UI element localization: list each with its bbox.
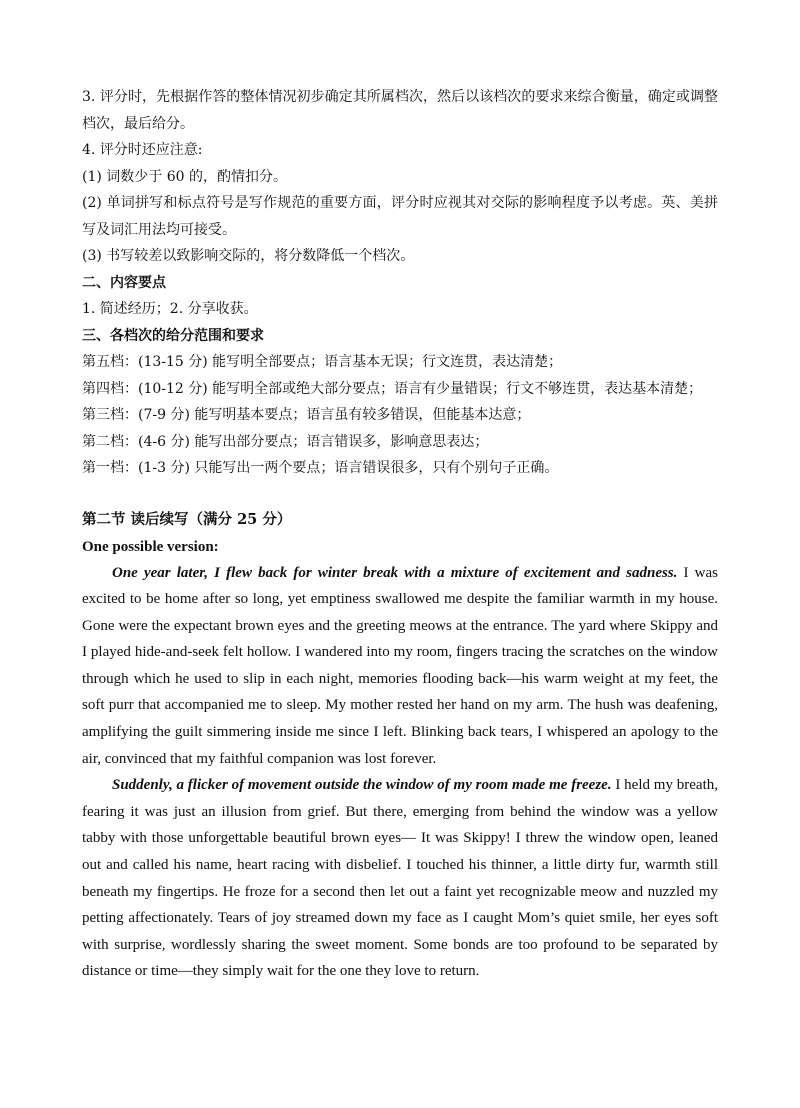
scoring-subnote-2: (2) 单词拼写和标点符号是写作规范的重要方面，评分时应视其对交际的影响程度予以考虑。英、美拼写及词汇用法均可接受。	[82, 195, 718, 238]
continuation-paragraph-2	[82, 772, 718, 985]
document-page	[82, 84, 718, 985]
scoring-subnote-1: (1) 词数少于 60 的，酌情扣分。	[82, 168, 287, 185]
grade-level-5: 第五档：(13-15 分) 能写明全部要点；语言基本无误；行文连贯，表达清楚；	[82, 354, 563, 370]
grade-level-4: 第四档：(10-12 分) 能写明全部或绝大部分要点；语言有少量错误；行文不够连贯，表达基本清楚；	[82, 380, 703, 397]
continuation-paragraph-1	[82, 560, 718, 773]
paragraph-1-lead-sentence: One year later, I flew back for winter break with a mixture of excitement and sadness.	[112, 564, 678, 581]
possible-version-heading: One possible version:	[82, 538, 219, 555]
paragraph-2-lead-sentence: Suddenly, a flicker of movement outside the window of my room made me freeze.	[112, 777, 612, 794]
grade-level-1: 第一档：(1-3 分) 只能写出一两个要点；语言错误很多，只有个别句子正确。	[82, 460, 559, 476]
scoring-subnote-3: (3) 书写较差以致影响交际的，将分数降低一个档次。	[82, 248, 415, 264]
section2-heading: 第二节 读后续写（满分 25 分）	[82, 510, 292, 528]
grade-levels-heading: 三、各档次的给分范围和要求	[82, 327, 264, 344]
scoring-note-4: 4. 评分时还应注意:	[82, 142, 203, 158]
scoring-note-3: 3. 评分时，先根据作答的整体情况初步确定其所属档次，然后以该档次的要求来综合衡量，确定或调整档次，最后给分。	[82, 89, 718, 132]
content-points-heading: 二、内容要点	[82, 274, 166, 291]
paragraph-2-body: I held my breath, fearing it was just an illusion from grief. But there, emerging from behind the window was a yellow tabby with those unforgettable beautiful brown eyes— It was Skippy! I threw the window open, leaned out and called his name, heart racing with disbelief. I touched his thinner, a little dirty fur, warmth still beneath my fingertips. He froze for a second then let out a faint yet recognizable meow and nuzzled my petting affectionately. Tears of joy streamed down my face as I caught Mom’s quiet smile, her eyes soft with surprise, wordlessly sharing the sweet moment. Some bonds are too profound to be separated by distance or time—they simply wait for the one they love to return.	[82, 777, 718, 980]
paragraph-1-body: I was excited to be home after so long, yet emptiness swallowed me despite the familiar warmth in my house. Gone were the expectant brown eyes and the greeting meows at the entrance. The yard where Skippy and I played hide-and-seek felt hollow. I wandered into my room, fingers tracing the scratches on the window through which he used to slip in each night, memories flooding back—his warm weight at my feet, the soft purr that accompanied me to sleep. My mother rested her hand on my arm. The hush was deafening, amplifying the guilt simmering inside me since I left. Blinking back tears, I whispered an apology to the air, convinced that my faithful companion was lost forever.	[82, 564, 719, 767]
section-gap	[82, 482, 718, 506]
grade-level-3: 第三档：(7-9 分) 能写明基本要点；语言虽有较多错误，但能基本达意；	[82, 407, 531, 423]
content-points-text: 1. 简述经历；2. 分享收获。	[82, 301, 258, 317]
grade-level-2: 第二档：(4-6 分) 能写出部分要点；语言错误多，影响意思表达；	[82, 433, 489, 450]
